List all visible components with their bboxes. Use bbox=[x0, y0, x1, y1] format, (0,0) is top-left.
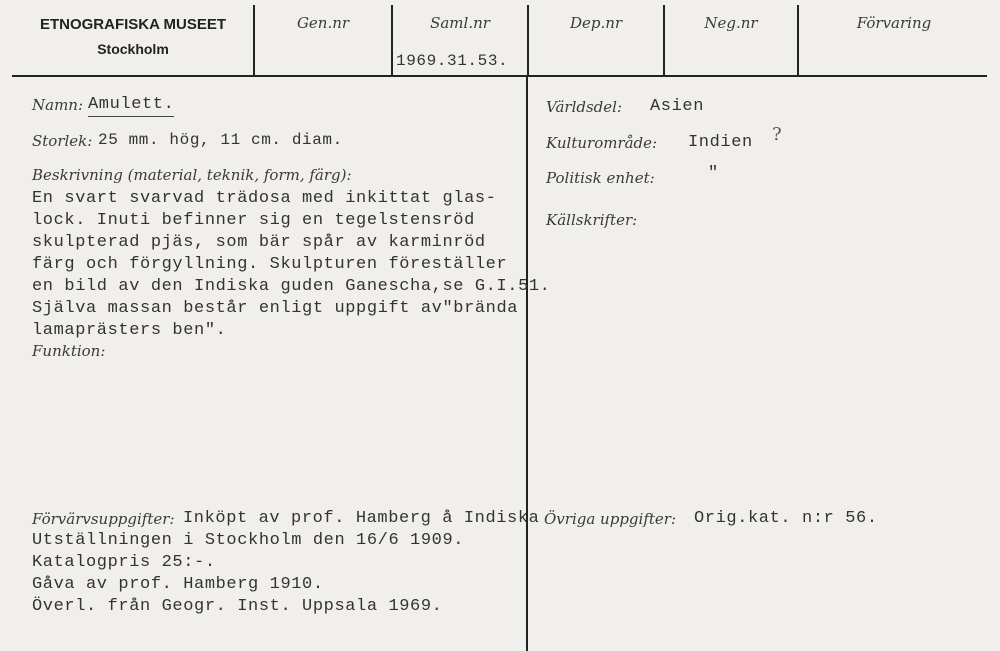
namn-value: Amulett. bbox=[88, 95, 174, 117]
beskrivning-label: Beskrivning (material, teknik, form, färg): bbox=[32, 166, 352, 184]
column-saml-nr: Saml.nr bbox=[430, 14, 490, 32]
beskrivning-line: skulpterad pjäs, som bär spår av karminröd bbox=[32, 233, 486, 252]
beskrivning-line: En svart svarvad trädosa med inkittat glas- bbox=[32, 189, 497, 208]
saml-nr-value: 1969.31.53. bbox=[396, 52, 509, 70]
varldsdel-value: Asien bbox=[650, 97, 705, 116]
column-dep-nr: Dep.nr bbox=[569, 14, 623, 32]
kulturomrade-value: Indien bbox=[688, 133, 753, 152]
beskrivning-line: lamaprästers ben". bbox=[32, 321, 227, 340]
forvarv-line: Överl. från Geogr. Inst. Uppsala 1969. bbox=[32, 597, 443, 616]
beskrivning-line: en bild av den Indiska guden Ganescha,se G.I.51. bbox=[32, 277, 551, 296]
museum-city: Stockholm bbox=[97, 41, 169, 57]
politisk-value: " bbox=[708, 164, 719, 183]
namn-label: Namn: bbox=[32, 96, 84, 114]
ovriga-value: Orig.kat. n:r 56. bbox=[694, 509, 878, 528]
forvarv-line: Katalogpris 25:-. bbox=[32, 553, 216, 572]
forvarv-line: Gåva av prof. Hamberg 1910. bbox=[32, 575, 324, 594]
politisk-label: Politisk enhet: bbox=[546, 169, 655, 187]
beskrivning-line: färg och förgyllning. Skulpturen föreställer bbox=[32, 255, 508, 274]
storlek-value: 25 mm. hög, 11 cm. diam. bbox=[98, 131, 343, 149]
kulturomrade-label: Kulturområde: bbox=[546, 134, 658, 152]
column-neg-nr: Neg.nr bbox=[704, 14, 758, 32]
ovriga-label: Övriga uppgifter: bbox=[544, 510, 676, 528]
column-forvaring: Förvaring bbox=[856, 14, 932, 32]
kallskrifter-label: Källskrifter: bbox=[546, 211, 638, 229]
center-divider bbox=[526, 77, 528, 651]
question-mark: ? bbox=[772, 124, 782, 145]
funktion-label: Funktion: bbox=[32, 342, 106, 360]
forvarv-label: Förvärvsuppgifter: bbox=[32, 510, 175, 528]
header-rule bbox=[12, 75, 987, 77]
museum-name: ETNOGRAFISKA MUSEET bbox=[39, 16, 227, 33]
storlek-label: Storlek: bbox=[32, 132, 93, 150]
beskrivning-line: lock. Inuti befinner sig en tegelstensröd bbox=[32, 211, 475, 230]
forvarv-line: Inköpt av prof. Hamberg å Indiska bbox=[183, 509, 540, 528]
column-gen-nr: Gen.nr bbox=[296, 14, 350, 32]
forvarv-line: Utställningen i Stockholm den 16/6 1909. bbox=[32, 531, 465, 550]
varldsdel-label: Världsdel: bbox=[546, 98, 622, 116]
beskrivning-line: Själva massan består enligt uppgift av"brända bbox=[32, 299, 519, 318]
